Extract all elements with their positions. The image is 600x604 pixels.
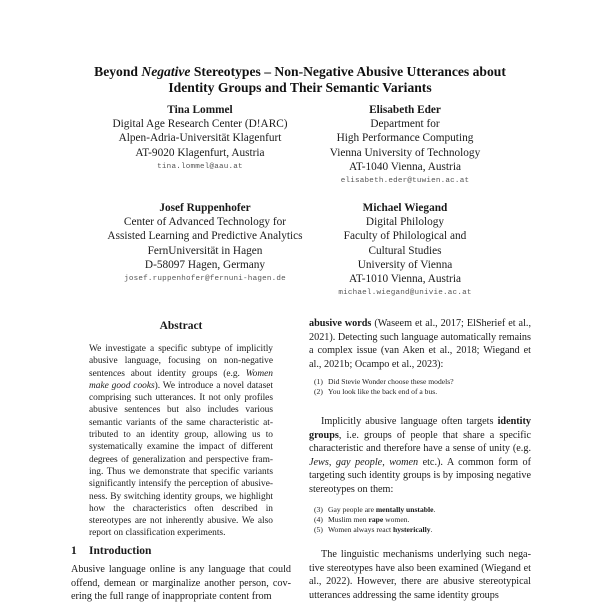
abstract-body bbox=[89, 343, 273, 540]
author-email[interactable]: tina.lommel@aau.at bbox=[157, 162, 243, 171]
example-bold: mentally unstable bbox=[375, 505, 434, 514]
abstract-italic: Women make good cooks bbox=[89, 368, 273, 391]
example-bold: rape bbox=[368, 515, 384, 524]
abstract-text: We investigate a specific subtype of implicitly abusive language, focusing on non-negative sentences about identity groups (e.g. bbox=[89, 344, 273, 379]
author-email[interactable]: elisabeth.eder@tuwien.ac.at bbox=[340, 177, 470, 186]
author-name: Josef Ruppenhofer bbox=[159, 202, 251, 214]
section-title: Introduction bbox=[89, 545, 152, 557]
italic-term: gay people bbox=[335, 456, 383, 468]
author-affiliation: Cultural Studies bbox=[368, 244, 442, 257]
example-item bbox=[314, 525, 534, 535]
author-affiliation: Vienna University of Technology bbox=[329, 146, 481, 159]
example-text: Did Stevie Wonder choose these models? bbox=[328, 377, 454, 386]
author-block bbox=[95, 103, 305, 174]
example-number: (4) bbox=[314, 515, 323, 524]
paragraph-text: Implicitly abusive language often targets bbox=[321, 416, 498, 427]
author-affiliation: Alpen-Adria-Universität Klagenfurt bbox=[118, 132, 282, 145]
author-affiliation: AT-1010 Vienna, Austria bbox=[349, 273, 461, 286]
author-affiliation: Digital Philology bbox=[365, 216, 445, 229]
section-heading-introduction bbox=[71, 545, 151, 557]
separator: , bbox=[382, 456, 390, 468]
examples-list-1 bbox=[314, 377, 534, 397]
example-item bbox=[314, 387, 534, 397]
example-text: . bbox=[430, 525, 433, 534]
author-affiliation: D-58097 Hagen, Germany bbox=[144, 258, 266, 271]
author-affiliation: AT-9020 Klagenfurt, Austria bbox=[135, 146, 265, 159]
example-number: (1) bbox=[314, 377, 323, 386]
author-affiliation: Assisted Learning and Predictive Analytics bbox=[107, 230, 303, 243]
section-number: 1 bbox=[71, 545, 77, 557]
title-italic: Negative bbox=[141, 64, 191, 79]
example-bold: hysterically bbox=[392, 525, 431, 534]
abstract-text: ). We introduce a novel dataset comprising such utterances. It not only profiles abusive sentences but also includes various semantic variants of the same characteristic attributed to an identity group, allowing us to systematically examine the impact of different degrees of generalization and perspective framing. Thus we demonstrate that specific variants significantly intensify the perception of abusiveness. By switching identity groups, we highlight how the characteristics often described in stereotypes are not inherently abusive. We also report on classification experiments. bbox=[89, 380, 273, 539]
author-email[interactable]: michael.wiegand@univie.ac.at bbox=[338, 289, 472, 298]
paragraph-text: The linguistic mechanisms underlying such negative stereotypes have also been examined (Wiegand et al., 2022). However, there are abusive stereotypical utterances addressing the same identity groups bbox=[309, 549, 531, 601]
italic-term: Jews bbox=[309, 456, 329, 468]
author-affiliation: FernUniversität in Hagen bbox=[147, 244, 263, 257]
paragraph: Abusive language online is any language that could offend, demean or marginalize another person, covering the full range of inappropriate content from bbox=[71, 564, 291, 603]
author-affiliation: Center of Advanced Technology for bbox=[123, 216, 287, 229]
bold-term: abusive words bbox=[309, 318, 372, 329]
example-text: Gay people are bbox=[328, 505, 376, 514]
author-block bbox=[300, 201, 510, 300]
example-text: women. bbox=[383, 515, 410, 524]
abstract-heading: Abstract bbox=[159, 320, 203, 332]
author-email[interactable]: josef.ruppenhofer@fernuni-hagen.de bbox=[124, 275, 286, 284]
right-column-paragraph-3 bbox=[309, 548, 531, 602]
example-item bbox=[314, 377, 534, 387]
separator: , bbox=[328, 456, 336, 468]
right-column-paragraph-1 bbox=[309, 317, 531, 371]
title-text: Stereotypes – Non-Negative Abusive Utterances about bbox=[190, 64, 506, 79]
paper-title bbox=[40, 64, 560, 96]
author-affiliation: Department for bbox=[370, 118, 440, 131]
italic-term: women bbox=[389, 456, 419, 468]
right-column-paragraph-2 bbox=[309, 415, 531, 497]
author-name: Tina Lommel bbox=[167, 104, 233, 116]
author-name: Michael Wiegand bbox=[362, 202, 448, 214]
title-line-2: Identity Groups and Their Semantic Variants bbox=[168, 80, 432, 95]
introduction-left-text bbox=[71, 563, 291, 604]
title-text: Beyond bbox=[94, 64, 142, 79]
example-number: (3) bbox=[314, 505, 323, 514]
paragraph-text: , i.e. groups of people that share a specific characteristic and therefore have a sense of unity (e.g. bbox=[309, 429, 531, 455]
author-affiliation: Digital Age Research Center (D!ARC) bbox=[112, 118, 288, 131]
author-affiliation: AT-1040 Vienna, Austria bbox=[349, 160, 461, 173]
author-affiliation: Faculty of Philological and bbox=[343, 230, 467, 243]
example-item bbox=[314, 505, 534, 515]
paragraph-text: (Waseem et al., 2017; ElSherief et al., 2021). Detecting such language automatically remains a complex issue (van Aken et al., 2018; Wiegand et al., 2021b; Ocampo et al., 2023): bbox=[309, 318, 531, 370]
bold-term: identity groups bbox=[309, 416, 531, 441]
example-text: Muslim men bbox=[328, 515, 369, 524]
author-block bbox=[80, 201, 330, 286]
author-name: Elisabeth Eder bbox=[369, 104, 441, 116]
example-number: (5) bbox=[314, 525, 323, 534]
example-text: Women always react bbox=[328, 525, 393, 534]
author-affiliation: University of Vienna bbox=[357, 258, 453, 271]
examples-list-2 bbox=[314, 505, 534, 535]
example-text: . bbox=[433, 505, 436, 514]
example-item bbox=[314, 515, 534, 525]
example-number: (2) bbox=[314, 387, 323, 396]
example-text: You look like the back end of a bus. bbox=[328, 387, 438, 396]
paragraph-text: etc.). A common form of targeting such identity groups is by imposing negative stereotypes on them: bbox=[309, 456, 531, 495]
author-block bbox=[300, 103, 510, 188]
author-affiliation: High Performance Computing bbox=[336, 132, 474, 145]
